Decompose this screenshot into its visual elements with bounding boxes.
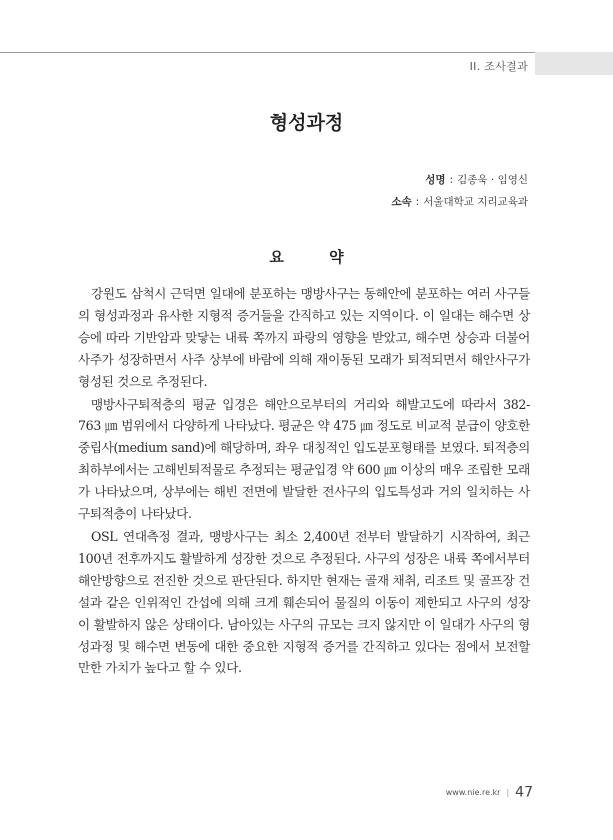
author-name-colon: : — [449, 174, 454, 186]
header-rule — [0, 52, 535, 53]
author-name-value: 김종욱 · 임영신 — [457, 174, 528, 186]
section-label: II. 조사결과 — [469, 60, 528, 73]
page-footer — [446, 782, 533, 801]
abstract-paragraph-3: OSL 연대측정 결과, 맹방사구는 최소 2,400년 전부터 발달하기 시작하여, 최근 100년 전후까지도 활발하게 성장한 것으로 추정된다. 사구의 성장은 내륙 쪽에서부터 해안방향으로 전진한 것으로 판단된다. 하지만 현재는 골재 채취, 리조트 및 골프장 건설과 같은 인위적인 간섭에 의해 크게 훼손되어 물질의 이동이 제한되고 사구의 성장이 활발하지 않은 상태이다. 남아있는 사구의 규모는 크지 않지만 이 일대가 사구의 형성과정 및 해수면 변동에 대한 중요한 지형적 증거를 간직하고 있다는 점에서 보전할만한 가치가 높다고 할 수 있다. — [78, 528, 530, 676]
author-affiliation-line — [391, 194, 528, 209]
author-affiliation-value: 서울대학교 지리교육과 — [423, 196, 528, 208]
abstract-heading: 요 약 — [269, 248, 364, 266]
page-number: 47 — [515, 784, 533, 801]
header-tab-block — [535, 52, 613, 75]
abstract-paragraph-2: 맹방사구퇴적층의 평균 입경은 해안으로부터의 거리와 해발고도에 따라서 382- 763 ㎛ 범위에서 다양하게 나타났다. 평균은 약 475 ㎛ 정도로 비교적 분급이 양호한 중립사(medium sand)에 해당하며, 좌우 대칭적인 입도분포형태를 보였다. 퇴적층의 최하부에서는 고해빈퇴적물로 추정되는 평균입경 약 600 ㎛ 이상의 매우 조립한 모래가 나타났으며, 상부에는 해빈 전면에 발달한 전사구의 입도특성과 거의 일치하는 사구퇴적층이 나타났다. — [78, 396, 530, 522]
abstract-paragraph-1: 강원도 삼척시 근덕면 일대에 분포하는 맹방사구는 동해안에 분포하는 여러 사구들의 형성과정과 유사한 지형적 증거들을 간직하고 있는 지역이다. 이 일대는 해수면 상승에 따라 기반암과 맞닿는 내륙 쪽까지 파랑의 영향을 받았고, 해수면 상승과 더불어 사주가 성장하면서 사주 상부에 바람에 의해 재이동된 모래가 퇴적되면서 해안사구가 형성된 것으로 추정된다. — [78, 286, 530, 389]
footer-separator: | — [506, 788, 510, 797]
author-name-label: 성명 — [425, 174, 446, 186]
page-title: 형성과정 — [269, 112, 344, 134]
author-affiliation-colon: : — [415, 196, 420, 208]
abstract-body — [78, 283, 530, 680]
footer-url: www.nie.re.kr — [445, 788, 501, 797]
author-affiliation-label: 소속 — [391, 196, 412, 208]
author-name-line — [425, 172, 528, 187]
